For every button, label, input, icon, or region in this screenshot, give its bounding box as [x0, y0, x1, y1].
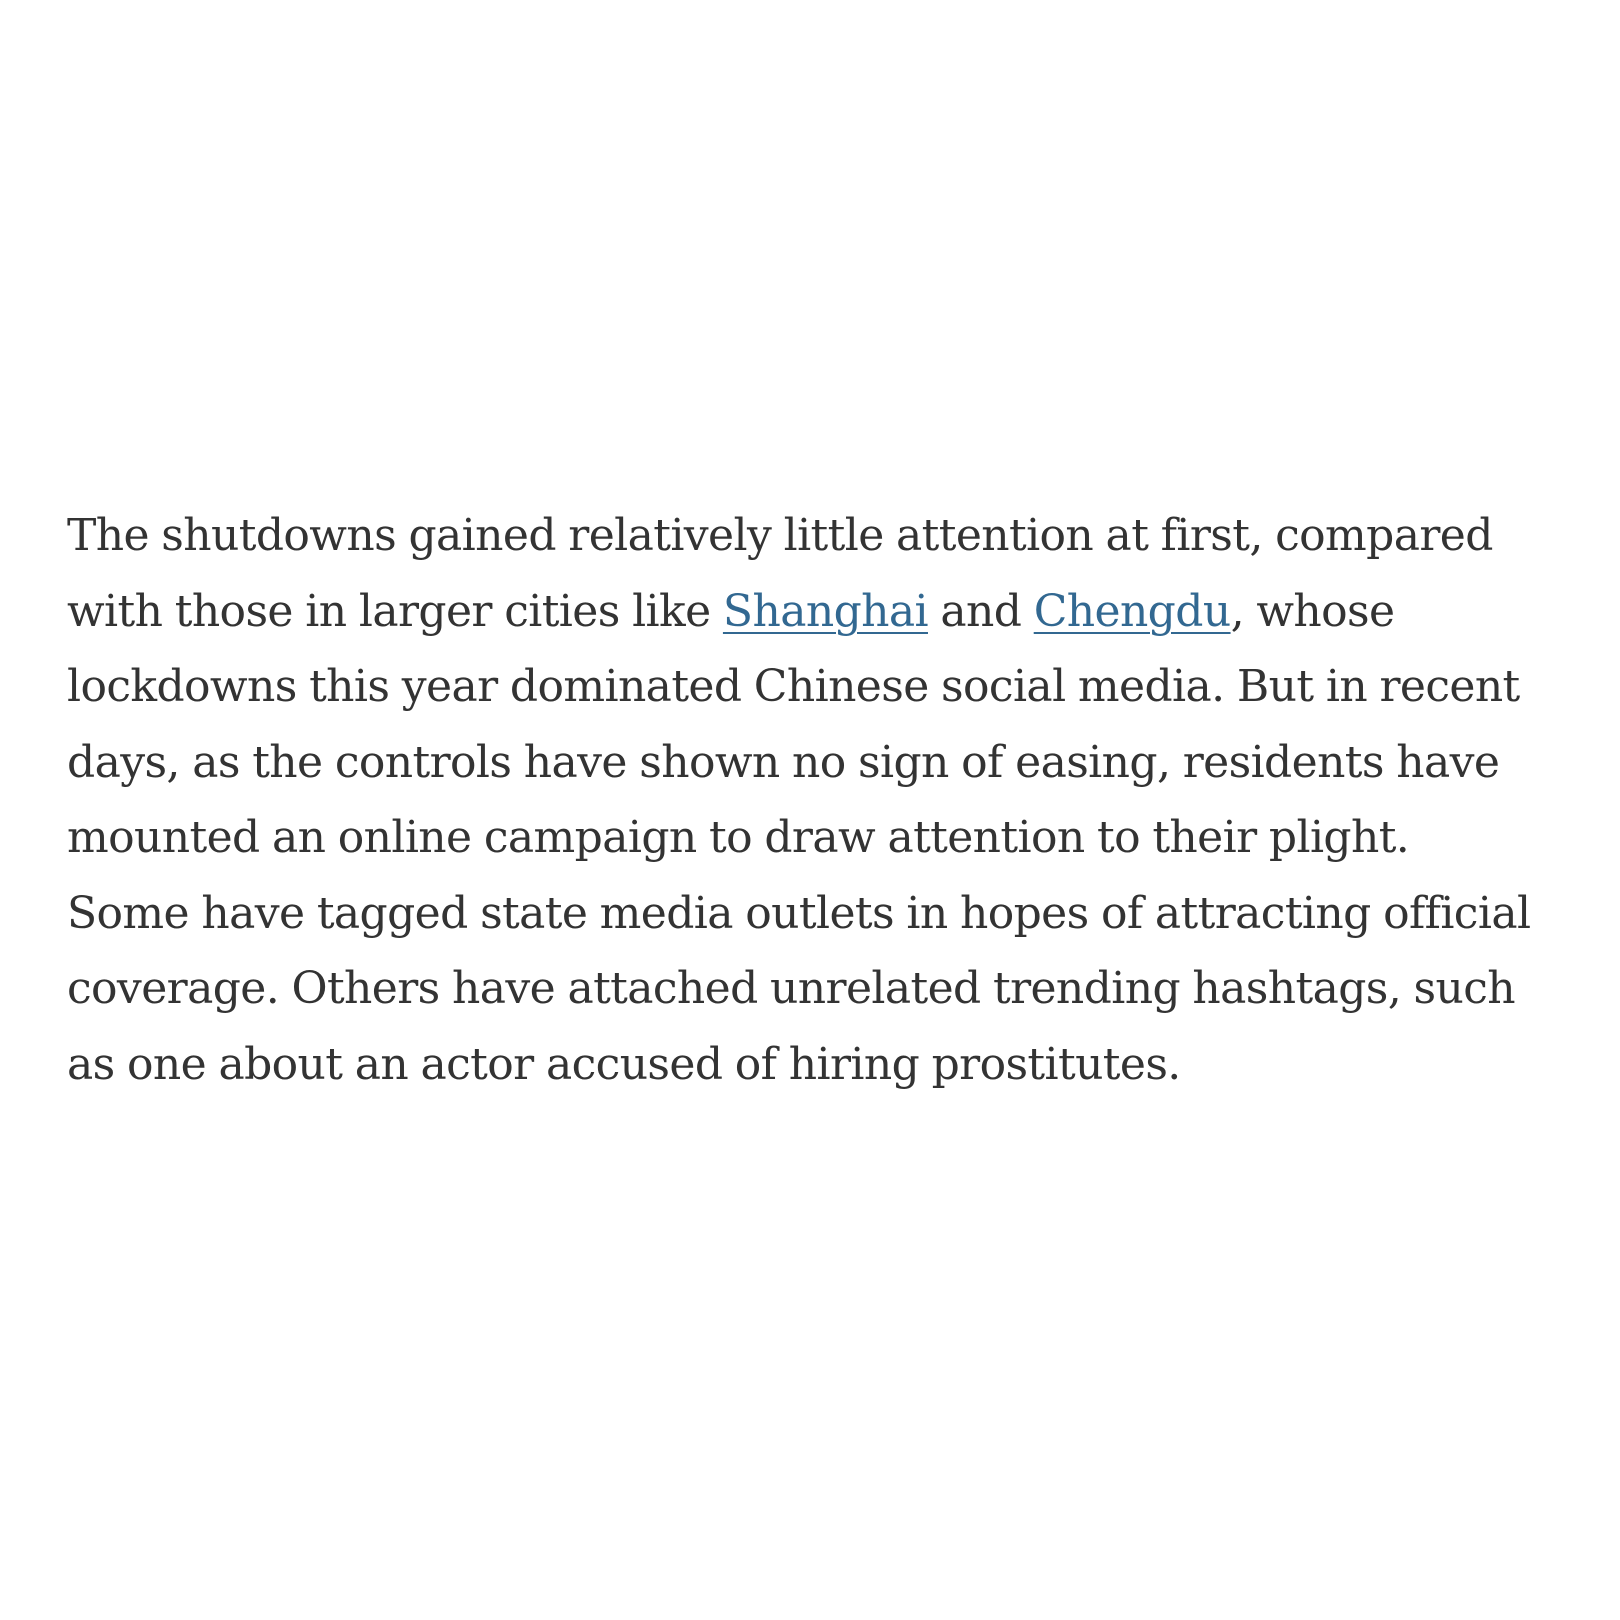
paragraph-line: coverage. Others have attached unrelated trending hashtags, such — [67, 963, 1516, 1014]
paragraph-line — [67, 574, 1587, 650]
paragraph-line: Some have tagged state media outlets in hopes of attracting official — [67, 887, 1531, 939]
paragraph-line: days, as the controls have shown no sign of easing, residents have — [67, 736, 1500, 788]
article-paragraph — [67, 498, 1587, 1102]
text-fragment: with those in larger cities like — [67, 585, 723, 637]
text-fragment: and — [927, 585, 1034, 637]
shanghai-link[interactable]: Shanghai — [722, 585, 928, 637]
chengdu-link[interactable]: Chengdu — [1033, 585, 1231, 637]
text-fragment: , whose — [1230, 585, 1395, 637]
paragraph-line: The shutdowns gained relatively little attention at first, compared — [67, 510, 1493, 561]
paragraph-line: as one about an actor accused of hiring prostitutes. — [67, 1038, 1181, 1090]
paragraph-line: mounted an online campaign to draw attention to their plight. — [67, 812, 1410, 863]
paragraph-line: lockdowns this year dominated Chinese social media. But in recent — [67, 661, 1520, 712]
